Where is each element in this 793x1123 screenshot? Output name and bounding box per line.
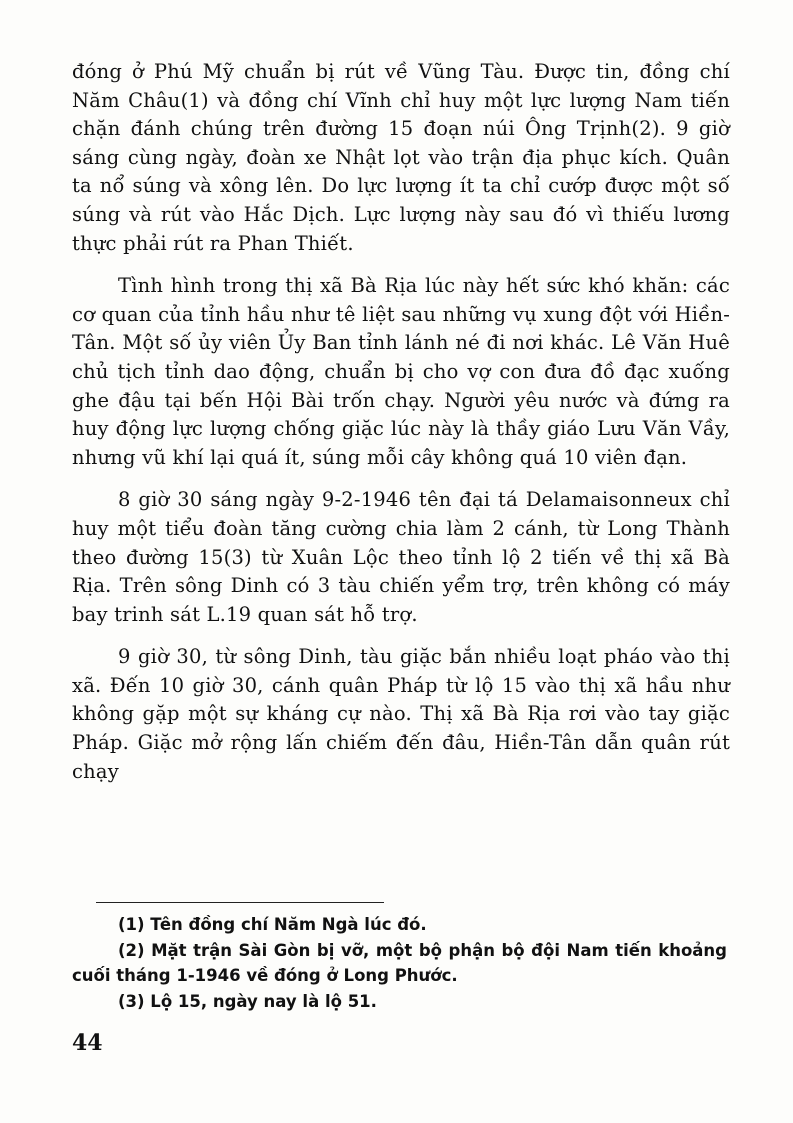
body-text [72,58,730,800]
page-number: 44 [72,1030,103,1056]
footnote-1: (1) Tên đồng chí Năm Ngà lúc đó. [118,915,427,934]
paragraph-shelling: 9 giờ 30, từ sông Dinh, tàu giặc bắn nhiều loạt pháo vào thị xã. Đến 10 giờ 30, cánh quân Pháp từ lộ 15 vào thị xã hầu như không gặp một sự kháng cự nào. Thị xã Bà Rịa rơi vào tay giặc Pháp. Giặc mở rộng lấn chiếm đến đâu, Hiền-Tân dẫn quân rút chạy [72,645,730,783]
footnotes [72,912,727,1014]
paragraph-situation: Tình hình trong thị xã Bà Rịa lúc này hết sức khó khăn: các cơ quan của tỉnh hầu như tê liệt sau những vụ xung đột với Hiền-Tân. Một số ủy viên Ủy Ban tỉnh lánh né đi nơi khác. Lê Văn Huê chủ tịch tỉnh dao động, chuẩn bị cho vợ con đưa đồ đạc xuống ghe đậu tại bến Hội Bài trốn chạy. Người yêu nước và đứng ra huy động lực lượng chống giặc lúc này là thầy giáo Lưu Văn Vầy, nhưng vũ khí lại quá ít, súng mỗi cây không quá 10 viên đạn. [72,274,730,469]
paragraph-continued: đóng ở Phú Mỹ chuẩn bị rút về Vũng Tàu. Được tin, đồng chí Năm Châu(1) và đồng chí Vĩnh chỉ huy một lực lượng Nam tiến chặn đánh chúng trên đường 15 đoạn núi Ông Trịnh(2). 9 giờ sáng cùng ngày, đoàn xe Nhật lọt vào trận địa phục kích. Quân ta nổ súng và xông lên. Do lực lượng ít ta chỉ cướp được một số súng và rút vào Hắc Dịch. Lực lượng này sau đó vì thiếu lương thực phải rút ra Phan Thiết. [72,60,730,255]
footnote-2: (2) Mặt trận Sài Gòn bị vỡ, một bộ phận bộ đội Nam tiến khoảng cuối tháng 1-1946 về đóng ở Long Phước. [72,940,727,985]
paragraph-attack: 8 giờ 30 sáng ngày 9-2-1946 tên đại tá Delamaisonneux chỉ huy một tiểu đoàn tăng cường chia làm 2 cánh, từ Long Thành theo đường 15(3) từ Xuân Lộc theo tỉnh lộ 2 tiến về thị xã Bà Rịa. Trên sông Dinh có 3 tàu chiến yểm trợ, trên không có máy bay trinh sát L.19 quan sát hỗ trợ. [72,488,730,626]
footnote-3: (3) Lộ 15, ngày nay là lộ 51. [118,991,377,1011]
footnote-divider [96,902,384,903]
